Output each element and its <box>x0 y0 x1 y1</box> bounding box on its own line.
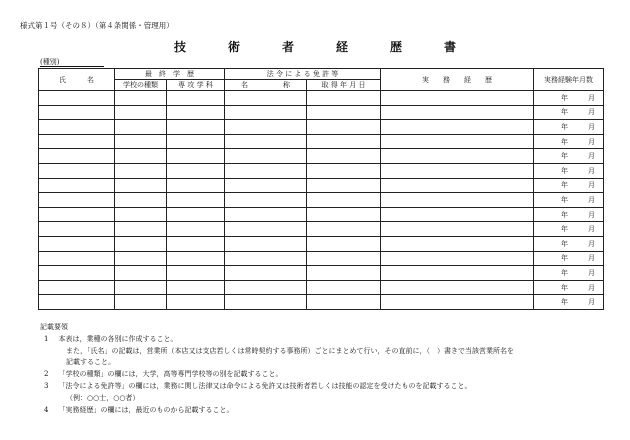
year-unit: 年 <box>561 181 569 190</box>
table-cell[interactable] <box>115 134 167 149</box>
years-months-cell[interactable] <box>534 178 604 193</box>
table-cell[interactable] <box>115 251 167 266</box>
table-cell[interactable] <box>381 91 534 106</box>
table-cell[interactable] <box>167 163 225 178</box>
table-cell[interactable] <box>115 236 167 251</box>
month-unit: 月 <box>588 239 596 248</box>
table-cell[interactable] <box>225 91 307 106</box>
years-months-cell[interactable] <box>534 251 604 266</box>
table-cell[interactable] <box>39 120 115 135</box>
years-months-cell[interactable] <box>534 105 604 120</box>
career-table <box>38 68 604 310</box>
table-cell[interactable] <box>39 178 115 193</box>
years-months-cell[interactable] <box>534 149 604 164</box>
table-cell[interactable] <box>115 105 167 120</box>
instruction-text: 記載すること。 <box>66 358 115 367</box>
year-unit: 年 <box>561 152 569 161</box>
table-cell[interactable] <box>381 266 534 281</box>
table-cell[interactable] <box>307 280 381 295</box>
title-char: 歴 <box>389 40 402 54</box>
table-cell[interactable] <box>39 266 115 281</box>
header-education: 最 終 学 歴 <box>115 69 225 80</box>
header-name: 氏 名 <box>39 69 115 91</box>
instruction-item <box>40 346 600 358</box>
table-cell[interactable] <box>381 134 534 149</box>
table-cell[interactable] <box>115 295 167 310</box>
table-cell[interactable] <box>167 120 225 135</box>
table-cell[interactable] <box>225 105 307 120</box>
year-unit: 年 <box>561 268 569 277</box>
header-major: 専 攻 学 科 <box>167 80 225 91</box>
title-char: 書 <box>443 40 456 54</box>
title-char: 技 <box>173 40 186 54</box>
table-cell[interactable] <box>39 193 115 208</box>
table-cell[interactable] <box>167 222 225 237</box>
page-title <box>0 38 630 55</box>
table-cell[interactable] <box>307 163 381 178</box>
table-cell[interactable] <box>381 193 534 208</box>
table-cell[interactable] <box>381 295 534 310</box>
month-unit: 月 <box>588 254 596 263</box>
header-license-date: 取 得 年 月 日 <box>307 80 381 91</box>
years-months-cell[interactable] <box>534 222 604 237</box>
table-cell[interactable] <box>307 251 381 266</box>
table-cell[interactable] <box>167 91 225 106</box>
years-months-cell[interactable] <box>534 134 604 149</box>
table-cell[interactable] <box>39 149 115 164</box>
table-cell[interactable] <box>307 105 381 120</box>
instruction-item <box>40 334 600 346</box>
instruction-text: 「実務経歴」の欄には，最近のものから記載すること。 <box>58 405 234 414</box>
table-cell[interactable] <box>381 105 534 120</box>
table-cell[interactable] <box>167 105 225 120</box>
table-cell[interactable] <box>307 295 381 310</box>
header-license: 法 令 に よ る 免 許 等 <box>225 69 381 80</box>
instruction-item <box>40 393 600 405</box>
year-unit: 年 <box>561 137 569 146</box>
instruction-text: 本表は，業種の各別に作成すること。 <box>58 334 178 343</box>
table-cell[interactable] <box>225 236 307 251</box>
instruction-number: 3 <box>44 381 49 390</box>
table-cell[interactable] <box>39 295 115 310</box>
table-cell[interactable] <box>225 120 307 135</box>
table-cell[interactable] <box>167 149 225 164</box>
table-cell[interactable] <box>115 163 167 178</box>
table-cell[interactable] <box>381 120 534 135</box>
instruction-item <box>40 357 600 369</box>
table-cell[interactable] <box>307 207 381 222</box>
table-cell[interactable] <box>225 149 307 164</box>
table-cell[interactable] <box>307 91 381 106</box>
month-unit: 月 <box>588 268 596 277</box>
table-cell[interactable] <box>307 149 381 164</box>
years-months-cell[interactable] <box>534 193 604 208</box>
header-experience: 実 務 経 歴 <box>381 69 534 91</box>
type-label: (種別) <box>40 58 60 66</box>
table-row <box>39 193 604 208</box>
year-unit: 年 <box>561 283 569 292</box>
month-unit: 月 <box>588 93 596 102</box>
table-row <box>39 91 604 106</box>
month-unit: 月 <box>588 122 596 131</box>
table-cell[interactable] <box>225 178 307 193</box>
years-months-cell[interactable] <box>534 295 604 310</box>
year-unit: 年 <box>561 108 569 117</box>
table-cell[interactable] <box>115 266 167 281</box>
instruction-number: 4 <box>44 405 49 414</box>
table-cell[interactable] <box>167 193 225 208</box>
table-cell[interactable] <box>225 266 307 281</box>
years-months-cell[interactable] <box>534 163 604 178</box>
instruction-item <box>40 369 600 381</box>
table-row <box>39 105 604 120</box>
table-cell[interactable] <box>167 178 225 193</box>
title-char: 経 <box>335 40 348 54</box>
table-row <box>39 295 604 310</box>
table-cell[interactable] <box>381 207 534 222</box>
table-cell[interactable] <box>167 134 225 149</box>
table-cell[interactable] <box>225 280 307 295</box>
year-unit: 年 <box>561 93 569 102</box>
table-cell[interactable] <box>381 222 534 237</box>
year-unit: 年 <box>561 239 569 248</box>
table-cell[interactable] <box>381 149 534 164</box>
year-unit: 年 <box>561 195 569 204</box>
table-cell[interactable] <box>115 91 167 106</box>
table-cell[interactable] <box>115 178 167 193</box>
month-unit: 月 <box>588 181 596 190</box>
title-char: 者 <box>281 40 294 54</box>
header-years: 実務経験年月数 <box>534 69 604 91</box>
table-cell[interactable] <box>307 178 381 193</box>
table-cell[interactable] <box>307 134 381 149</box>
table-cell[interactable] <box>225 222 307 237</box>
month-unit: 月 <box>588 152 596 161</box>
table-row <box>39 222 604 237</box>
table-cell[interactable] <box>39 280 115 295</box>
month-unit: 月 <box>588 137 596 146</box>
table-cell[interactable] <box>39 105 115 120</box>
table-cell[interactable] <box>39 207 115 222</box>
month-unit: 月 <box>588 210 596 219</box>
years-months-cell[interactable] <box>534 207 604 222</box>
table-cell[interactable] <box>225 251 307 266</box>
years-months-cell[interactable] <box>534 91 604 106</box>
instructions-heading: 記載要領 <box>40 323 68 331</box>
table-cell[interactable] <box>115 193 167 208</box>
table-cell[interactable] <box>115 149 167 164</box>
month-unit: 月 <box>588 195 596 204</box>
instruction-text: 「法令による免許等」の欄には，業務に関し法律又は命令による免許又は技術者若しくは技能の認定を受けたものを記載すること。 <box>58 381 472 390</box>
table-cell[interactable] <box>381 251 534 266</box>
year-unit: 年 <box>561 254 569 263</box>
table-row <box>39 178 604 193</box>
header-school-type: 学校の種類 <box>115 80 167 91</box>
table-cell[interactable] <box>39 251 115 266</box>
table-cell[interactable] <box>307 236 381 251</box>
table-cell[interactable] <box>225 295 307 310</box>
table-cell[interactable] <box>39 163 115 178</box>
instruction-text: 「学校の種類」の欄には，大学，高等専門学校等の別を記載すること。 <box>58 370 283 379</box>
table-cell[interactable] <box>167 251 225 266</box>
instruction-text: （例：○○士，○○者） <box>66 393 140 402</box>
month-unit: 月 <box>588 108 596 117</box>
table-cell[interactable] <box>39 236 115 251</box>
table-cell[interactable] <box>225 163 307 178</box>
table-cell[interactable] <box>115 280 167 295</box>
table-cell[interactable] <box>115 222 167 237</box>
table-cell[interactable] <box>39 222 115 237</box>
table-cell[interactable] <box>307 120 381 135</box>
instructions <box>40 322 600 416</box>
instruction-text: また，「氏名」の記載は，営業所（本店又は支店若しくは常時契約する事務所）ごとにまとめて行い，その直前に，（ ）書きで当該営業所名を <box>66 346 514 355</box>
instruction-item <box>40 381 600 393</box>
year-unit: 年 <box>561 298 569 307</box>
instruction-number: 1 <box>44 334 49 343</box>
years-months-cell[interactable] <box>534 280 604 295</box>
year-unit: 年 <box>561 166 569 175</box>
table-cell[interactable] <box>39 134 115 149</box>
table-cell[interactable] <box>307 193 381 208</box>
table-row <box>39 149 604 164</box>
year-unit: 年 <box>561 122 569 131</box>
table-row <box>39 236 604 251</box>
table-cell[interactable] <box>225 207 307 222</box>
table-cell[interactable] <box>115 207 167 222</box>
table-cell[interactable] <box>167 295 225 310</box>
instruction-item <box>40 405 600 417</box>
table-row <box>39 207 604 222</box>
table-cell[interactable] <box>39 91 115 106</box>
title-char: 術 <box>227 40 240 54</box>
type-underline <box>40 66 104 67</box>
table-row <box>39 280 604 295</box>
year-unit: 年 <box>561 210 569 219</box>
table-row <box>39 120 604 135</box>
years-months-cell[interactable] <box>534 236 604 251</box>
table-cell[interactable] <box>307 222 381 237</box>
table-cell[interactable] <box>381 163 534 178</box>
table-cell[interactable] <box>225 193 307 208</box>
years-months-cell[interactable] <box>534 266 604 281</box>
table-cell[interactable] <box>167 236 225 251</box>
month-unit: 月 <box>588 283 596 292</box>
table-cell[interactable] <box>381 236 534 251</box>
years-months-cell[interactable] <box>534 120 604 135</box>
form-number: 様式第１号（その８）（第４条関係・管理用） <box>20 21 174 30</box>
table-cell[interactable] <box>225 134 307 149</box>
month-unit: 月 <box>588 298 596 307</box>
table-cell[interactable] <box>381 280 534 295</box>
table-row <box>39 251 604 266</box>
month-unit: 月 <box>588 225 596 234</box>
table-cell[interactable] <box>381 178 534 193</box>
table-cell[interactable] <box>167 266 225 281</box>
table-cell[interactable] <box>115 120 167 135</box>
table-cell[interactable] <box>167 280 225 295</box>
table-row <box>39 266 604 281</box>
instruction-number: 2 <box>44 370 49 379</box>
table-row <box>39 163 604 178</box>
table-cell[interactable] <box>167 207 225 222</box>
header-license-name: 名 称 <box>225 80 307 91</box>
table-row <box>39 134 604 149</box>
table-cell[interactable] <box>307 266 381 281</box>
year-unit: 年 <box>561 225 569 234</box>
month-unit: 月 <box>588 166 596 175</box>
